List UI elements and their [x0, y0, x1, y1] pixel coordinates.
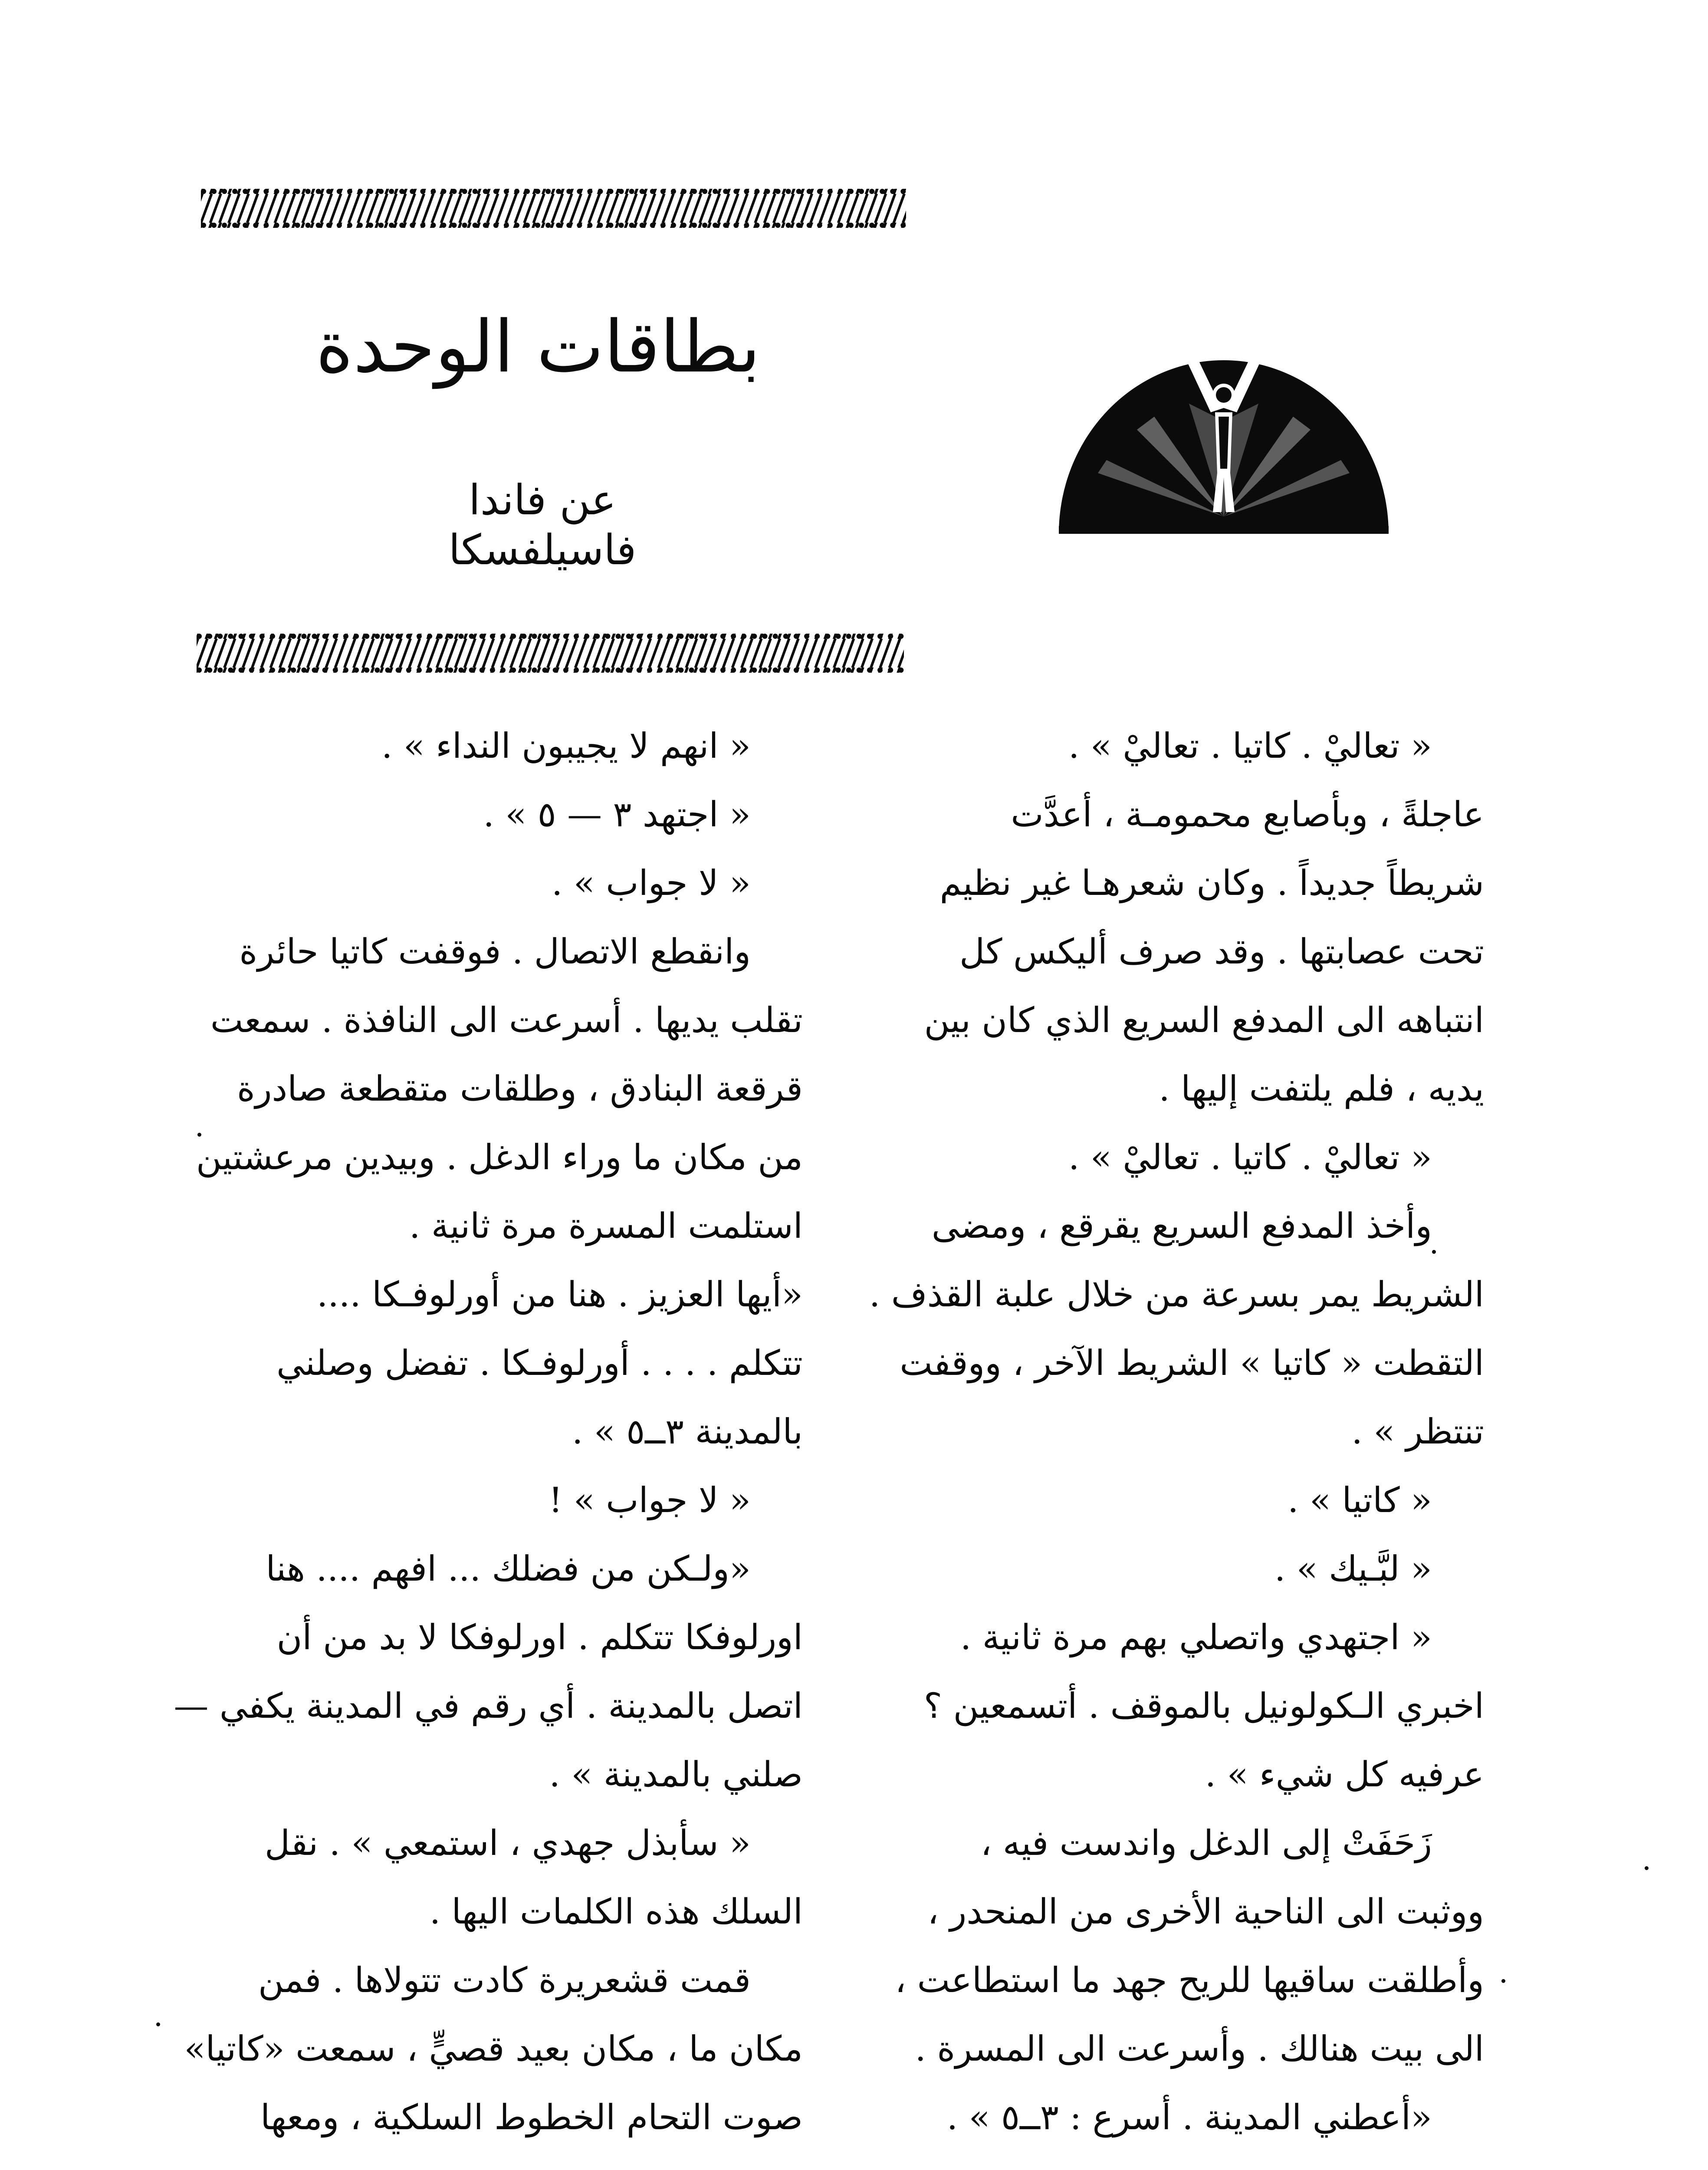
text-line: انتباهه الى المدفع السريع الذي كان بين — [924, 1000, 1484, 1040]
text-line: زَحَفَتْ إلى الدغل واندست فيه ، — [980, 1823, 1432, 1863]
text-line: « تعاليْ . كاتيا . تعاليْ » . — [1068, 1137, 1432, 1177]
text-line: « لا جواب » ! — [549, 1480, 751, 1520]
text-line: مكان ما ، مكان بعيد قصيٍّ ، سمعت «كاتيا» — [184, 2029, 803, 2069]
text-line: ووثبت الى الناحية الأخرى من المنحدر ، — [927, 1891, 1484, 1932]
text-line: «أيها العزيز . هنا من أورلوفـكا .... — [316, 1274, 803, 1315]
text-line: بالمدينة ٣ــ٥ » . — [572, 1411, 803, 1452]
text-line: « اجتهد ٣ — ٥ » . — [483, 794, 751, 835]
ornamental-rule-top — [201, 189, 906, 228]
print-speck — [197, 1133, 201, 1137]
text-line: تقلب يديها . أسرعت الى النافذة . سمعت — [210, 1000, 803, 1040]
text-line: « سأبذل جهدي ، استمعي » . نقل — [264, 1823, 751, 1863]
text-line: قمت قشعريرة كادت تتولاها . فمن — [258, 1960, 751, 2000]
text-line: شريطاً جديداً . وكان شعرهـا غير نظيم — [939, 863, 1484, 903]
text-line: عرفيه كل شيء » . — [1205, 1754, 1484, 1795]
text-line: وأطلقت ساقيها للريح جهد ما استطاعت ، — [895, 1960, 1484, 2000]
text-line: تحت عصابتها . وقد صرف أليكس كل — [959, 931, 1484, 972]
text-line: وأخذ المدفع السريع يقرقع ، ومضى — [931, 1206, 1432, 1246]
text-line: «أعطني المدينة . أسرع : ٣ــ٥ » . — [946, 2097, 1432, 2137]
text-line: التقطت « كاتيا » الشريط الآخر ، ووقفت — [900, 1343, 1484, 1383]
text-line: الى بيت هنالك . وأسرعت الى المسرة . — [915, 2029, 1484, 2069]
article-title: بطاقات الوحدة — [315, 305, 761, 388]
print-speck — [1432, 1250, 1436, 1254]
text-line: من مكان ما وراء الدغل . وبيدين مرعشتين — [196, 1137, 803, 1177]
text-line: « انهم لا يجيبون النداء » . — [381, 726, 751, 766]
text-line: اورلوفكا تتكلم . اورلوفكا لا بد من أن — [276, 1617, 803, 1657]
torch-bearer-emblem-icon — [1059, 330, 1389, 534]
text-line: وانقطع الاتصال . فوقفت كاتيا حائرة — [239, 931, 751, 972]
text-line: « لا جواب » . — [552, 863, 751, 903]
text-line: « كاتيا » . — [1288, 1480, 1432, 1520]
text-line: « تعاليْ . كاتيا . تعاليْ » . — [1068, 726, 1432, 766]
print-speck — [1645, 1866, 1649, 1870]
ornamental-rule-bottom — [197, 634, 904, 673]
print-speck — [1501, 1979, 1505, 1983]
text-line: السلك هذه الكلمات اليها . — [429, 1891, 803, 1932]
text-line: يديه ، فلم يلتفت إليها . — [1159, 1069, 1484, 1109]
article-author: عن فاندا فاسيلفسكا — [448, 476, 637, 575]
text-line: صوت التحام الخطوط السلكية ، ومعها — [260, 2097, 803, 2137]
text-line: اتصل بالمدينة . أي رقم في المدينة يكفي — — [174, 1686, 803, 1726]
text-line: استلمت المسرة مرة ثانية . — [409, 1206, 803, 1246]
text-line: قرقعة البنادق ، وطلقات متقطعة صادرة — [236, 1069, 803, 1109]
print-speck — [156, 2022, 160, 2026]
text-line: « لبَّـيك » . — [1274, 1549, 1432, 1589]
text-line: صلني بالمدينة » . — [549, 1754, 803, 1795]
text-column-left — [174, 712, 803, 2152]
text-column-right — [868, 712, 1484, 2152]
text-line: « اجتهدي واتصلي بهم مرة ثانية . — [960, 1617, 1432, 1657]
text-line: الشريط يمر بسرعة من خلال علبة القذف . — [869, 1274, 1484, 1315]
text-line: «ولـكن من فضلك ... افهم .... هنا — [266, 1549, 751, 1589]
text-line: اخبري الـكولونيل بالموقف . أتسمعين ؟ — [923, 1686, 1484, 1726]
text-line: تنتظر » . — [1351, 1411, 1484, 1452]
text-line: عاجلةً ، وبأصابع محمومـة ، أعدَّت — [1011, 794, 1484, 835]
text-line: تتكلم . . . . أورلوفـكا . تفضل وصلني — [276, 1343, 803, 1383]
